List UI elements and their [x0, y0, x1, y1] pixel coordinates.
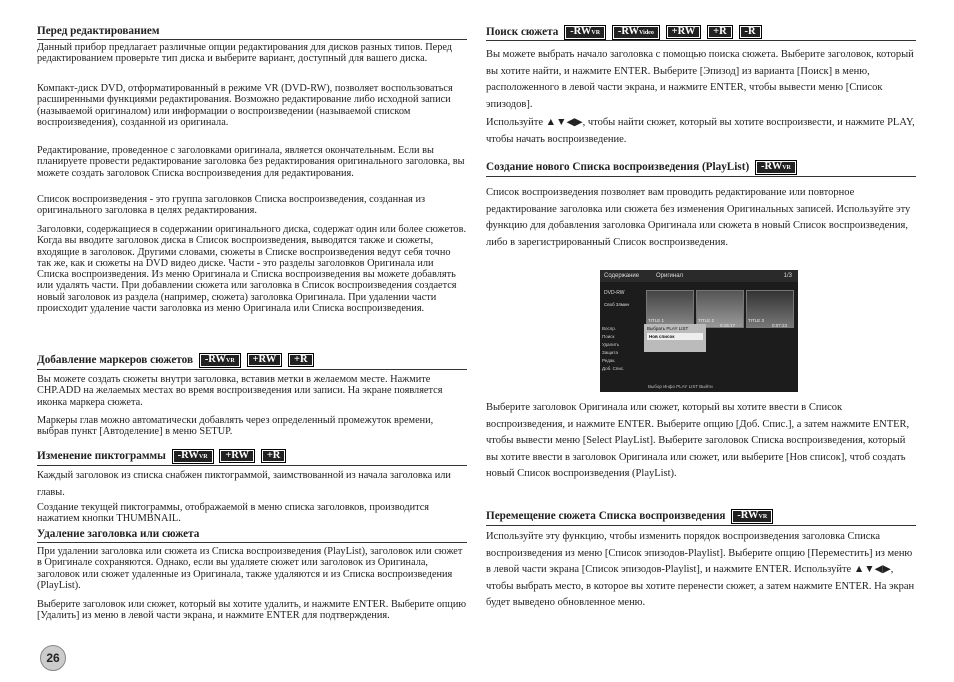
title-duration: 0:15:17 [720, 323, 736, 328]
screen-header [600, 270, 798, 282]
screen-header-title: Содержание [604, 273, 640, 279]
title-label: TITLE 3 [748, 318, 765, 323]
paragraph: Вы можете выбрать начало заголовка с помощью поиска сюжета. Выберите заголовок, который вы хотите найти, и нажмите ENTER. Выберите [Эпизод] из варианта [Поиск] в меню, расположенного в левой части экрана, и нажмите ENTER, чтобы вывести меню [Список эпизодов]. [486, 49, 914, 110]
disc-badge: -RWVideo [612, 25, 660, 40]
paragraph: Создание текущей пиктограммы, отображаемой в меню списка заголовков, производится нажатием кнопки THUMBNAIL. [37, 502, 430, 525]
section-title-text: Создание нового Списка воспроизведения (PlayList) [486, 161, 750, 173]
disc-badge: +RW [666, 25, 702, 39]
screen-footer-hints: Выбор Инфо PLAY LIST Выйти [648, 384, 713, 389]
disc-badge: -RWVR [755, 160, 797, 175]
paragraph: Заголовки, содержащиеся в содержании оригинального диска, содержат один или более сюжетов. Когда вы вводите заголовок диска в Список воспроизведения, выводятся также и сюжеты, входящие в заголовок. Другими словами, сюжеты в Списке воспроизведения ведут себя точно так же, как и сюжеты на DVD видео диске. Части - это разделы заголовков Оригинала или Списка воспроизведения. Из меню Оригинала и Списка воспроизведения вы можете добавлять или удалять части. При добавлении сюжета или заголовка в Список воспроизведения создается новый заголовок из раздела (например, сюжета) заголовка Оригинала. При удалении части происходит удаление части заголовка из меню Оригинала или Списка воспроизведения. [37, 224, 467, 315]
section-title-scene-search [486, 25, 916, 41]
paragraph: Редактирование, проведенное с заголовками оригинала, является окончательным. Если вы планируете провести редактирование заголовка без редактирования оригинального заголовка, вы можете создать заголовок Списка воспроизведения для редактирования. [37, 145, 465, 179]
section-title-change-thumbnail [37, 449, 467, 466]
title-label: TITLE 2 [698, 318, 715, 323]
paragraph: Компакт-диск DVD, отформатированный в режиме VR (DVD-RW), позволяет воспользоваться расширенными функциями редактирования. Возможно редактирование либо исходной записи (называемой оригиналом) или информации о воспроизведении (называемой списком воспроизведения), созданной из оригинала. [37, 83, 453, 128]
disc-badge: +R [288, 353, 314, 367]
screen-menu-item: Удалить [602, 342, 620, 347]
screen-menu-item: Защита [602, 350, 618, 355]
disc-badge: -RWVR [731, 509, 773, 524]
section-title-chapter-markers [37, 353, 467, 370]
section-title-new-playlist [486, 160, 916, 177]
screen-footer [600, 382, 798, 392]
disc-badge: -RWVR [172, 449, 214, 464]
paragraph: Каждый заголовок из списка снабжен пиктограммой, заимствованной из начала заголовка или главы. [37, 470, 451, 498]
section-title-text: Добавление маркеров сюжетов [37, 354, 194, 366]
paragraph: Используйте ▲▼◀▶, чтобы найти сюжет, который вы хотите воспроизвести, и нажмите PLAY, чтобы начать воспроизведение. [486, 117, 915, 145]
disc-badge: -RWVR [564, 25, 606, 40]
popup-title: Выбрать PLAY LIST [647, 326, 689, 331]
paragraph: Данный прибор предлагает различные опции редактирования для дисков разных типов. Перед редактированием проверьте тип диска и выберите вариант, доступный для вашего диска. [37, 42, 453, 65]
paragraph: Выберите заголовок Оригинала или сюжет, который вы хотите ввести в Список воспроизведения, и нажмите ENTER. Выберите опцию [Доб. Спис.], а затем нажмите ENTER, чтобы вывести меню [Select PlayList]. Выберите заголовок Списка воспроизведения, который вы хотите ввести в заголовок Оригинала или сюжет, или выберите [Нов список], чтоб создать новый Список воспроизведения (PlayList). [486, 402, 910, 480]
paragraph: Список воспроизведения - это группа заголовков Списка воспроизведения, созданная из оригинального заголовка в целях редактирования. [37, 194, 426, 217]
screen-menu-item: Воспр. [602, 326, 616, 331]
divider [486, 40, 916, 41]
section-title-before-editing: Перед редактированием [37, 25, 467, 40]
title-duration: 0:07:23 [772, 323, 788, 328]
tv-screen-illustration [600, 270, 798, 392]
screen-disc-type: DVD-RW [604, 290, 625, 296]
paragraph: Используйте эту функцию, чтобы изменить порядок воспроизведения заголовка Списка воспроизведения из меню [Список эпизодов-Playlist]. Выберите опцию [Переместить] из меню в левой части экрана [Список эпизодов-Playlist], и нажмите ENTER. Используйте ▲▼◀▶, чтобы выбрать место, в которое вы хотите перенести сюжет, а затем нажмите ENTER. На экран будет выведено обновленное меню. [486, 531, 915, 609]
paragraph: Список воспроизведения позволяет вам проводить редактирование или повторное редактирование заголовка или сюжета без изменения Оригинальных записей. Используйте эту функцию для добавления заголовка Оригинала или сюжета в новый Список воспроизведения, либо в зарегистрированный Список воспроизведения. [486, 187, 911, 248]
paragraph: Маркеры глав можно автоматически добавлять через определенный промежуток времени, выбрав пункт [Автоделение] в меню SETUP. [37, 415, 434, 438]
screen-menu [602, 325, 642, 373]
screen-menu-item: Поиск [602, 334, 615, 339]
disc-badge: +R [261, 449, 287, 463]
title-label: TITLE 1 [648, 318, 665, 323]
disc-badge: +R [707, 25, 733, 39]
section-title-delete: Удаление заголовка или сюжета [37, 528, 467, 543]
disc-badge: -R [739, 25, 762, 39]
screen-menu-item: Доб. Спис. [602, 366, 625, 371]
select-playlist-popup [644, 324, 706, 352]
section-title-text: Перемещение сюжета Списка воспроизведения [486, 510, 726, 522]
screen-page-count: 1/3 [783, 273, 792, 279]
disc-badge: +RW [219, 449, 255, 463]
popup-new-list-item: Нов список [647, 333, 703, 340]
disc-badge: +RW [247, 353, 283, 367]
screen-free-space: Своб 34мин [604, 302, 630, 307]
page-number: 26 [40, 645, 66, 671]
section-title-text: Поиск сюжета [486, 26, 559, 38]
paragraph: При удалении заголовка или сюжета из Списка воспроизведения (PlayList), заголовок или сюжет в Оригинале сохраняются. Однако, если вы удаляете сюжет или заголовок из Оригинала, заголовок или сюжет удаленные из Оригинала, также удаляются и из Списка воспроизведения (PlayList). [37, 546, 463, 591]
section-title-text: Изменение пиктограммы [37, 450, 166, 462]
screen-header-mode: Оригинал [656, 273, 684, 279]
disc-badge: -RWVR [199, 353, 241, 368]
screen-menu-item: Редак. [602, 358, 616, 363]
paragraph: Вы можете создать сюжеты внутри заголовка, вставив метки в желаемом месте. Нажмите CHP.ADD на желаемых местах во время воспроизведения или записи. На экране появляется иконка маркера сюжета. [37, 374, 443, 408]
section-title-move-scene [486, 509, 916, 526]
paragraph: Выберите заголовок или сюжет, который вы хотите удалить, и нажмите ENTER. Выберите опцию [Удалить] из меню в левой части экрана, и нажмите ENTER для подтверждения. [37, 599, 467, 622]
